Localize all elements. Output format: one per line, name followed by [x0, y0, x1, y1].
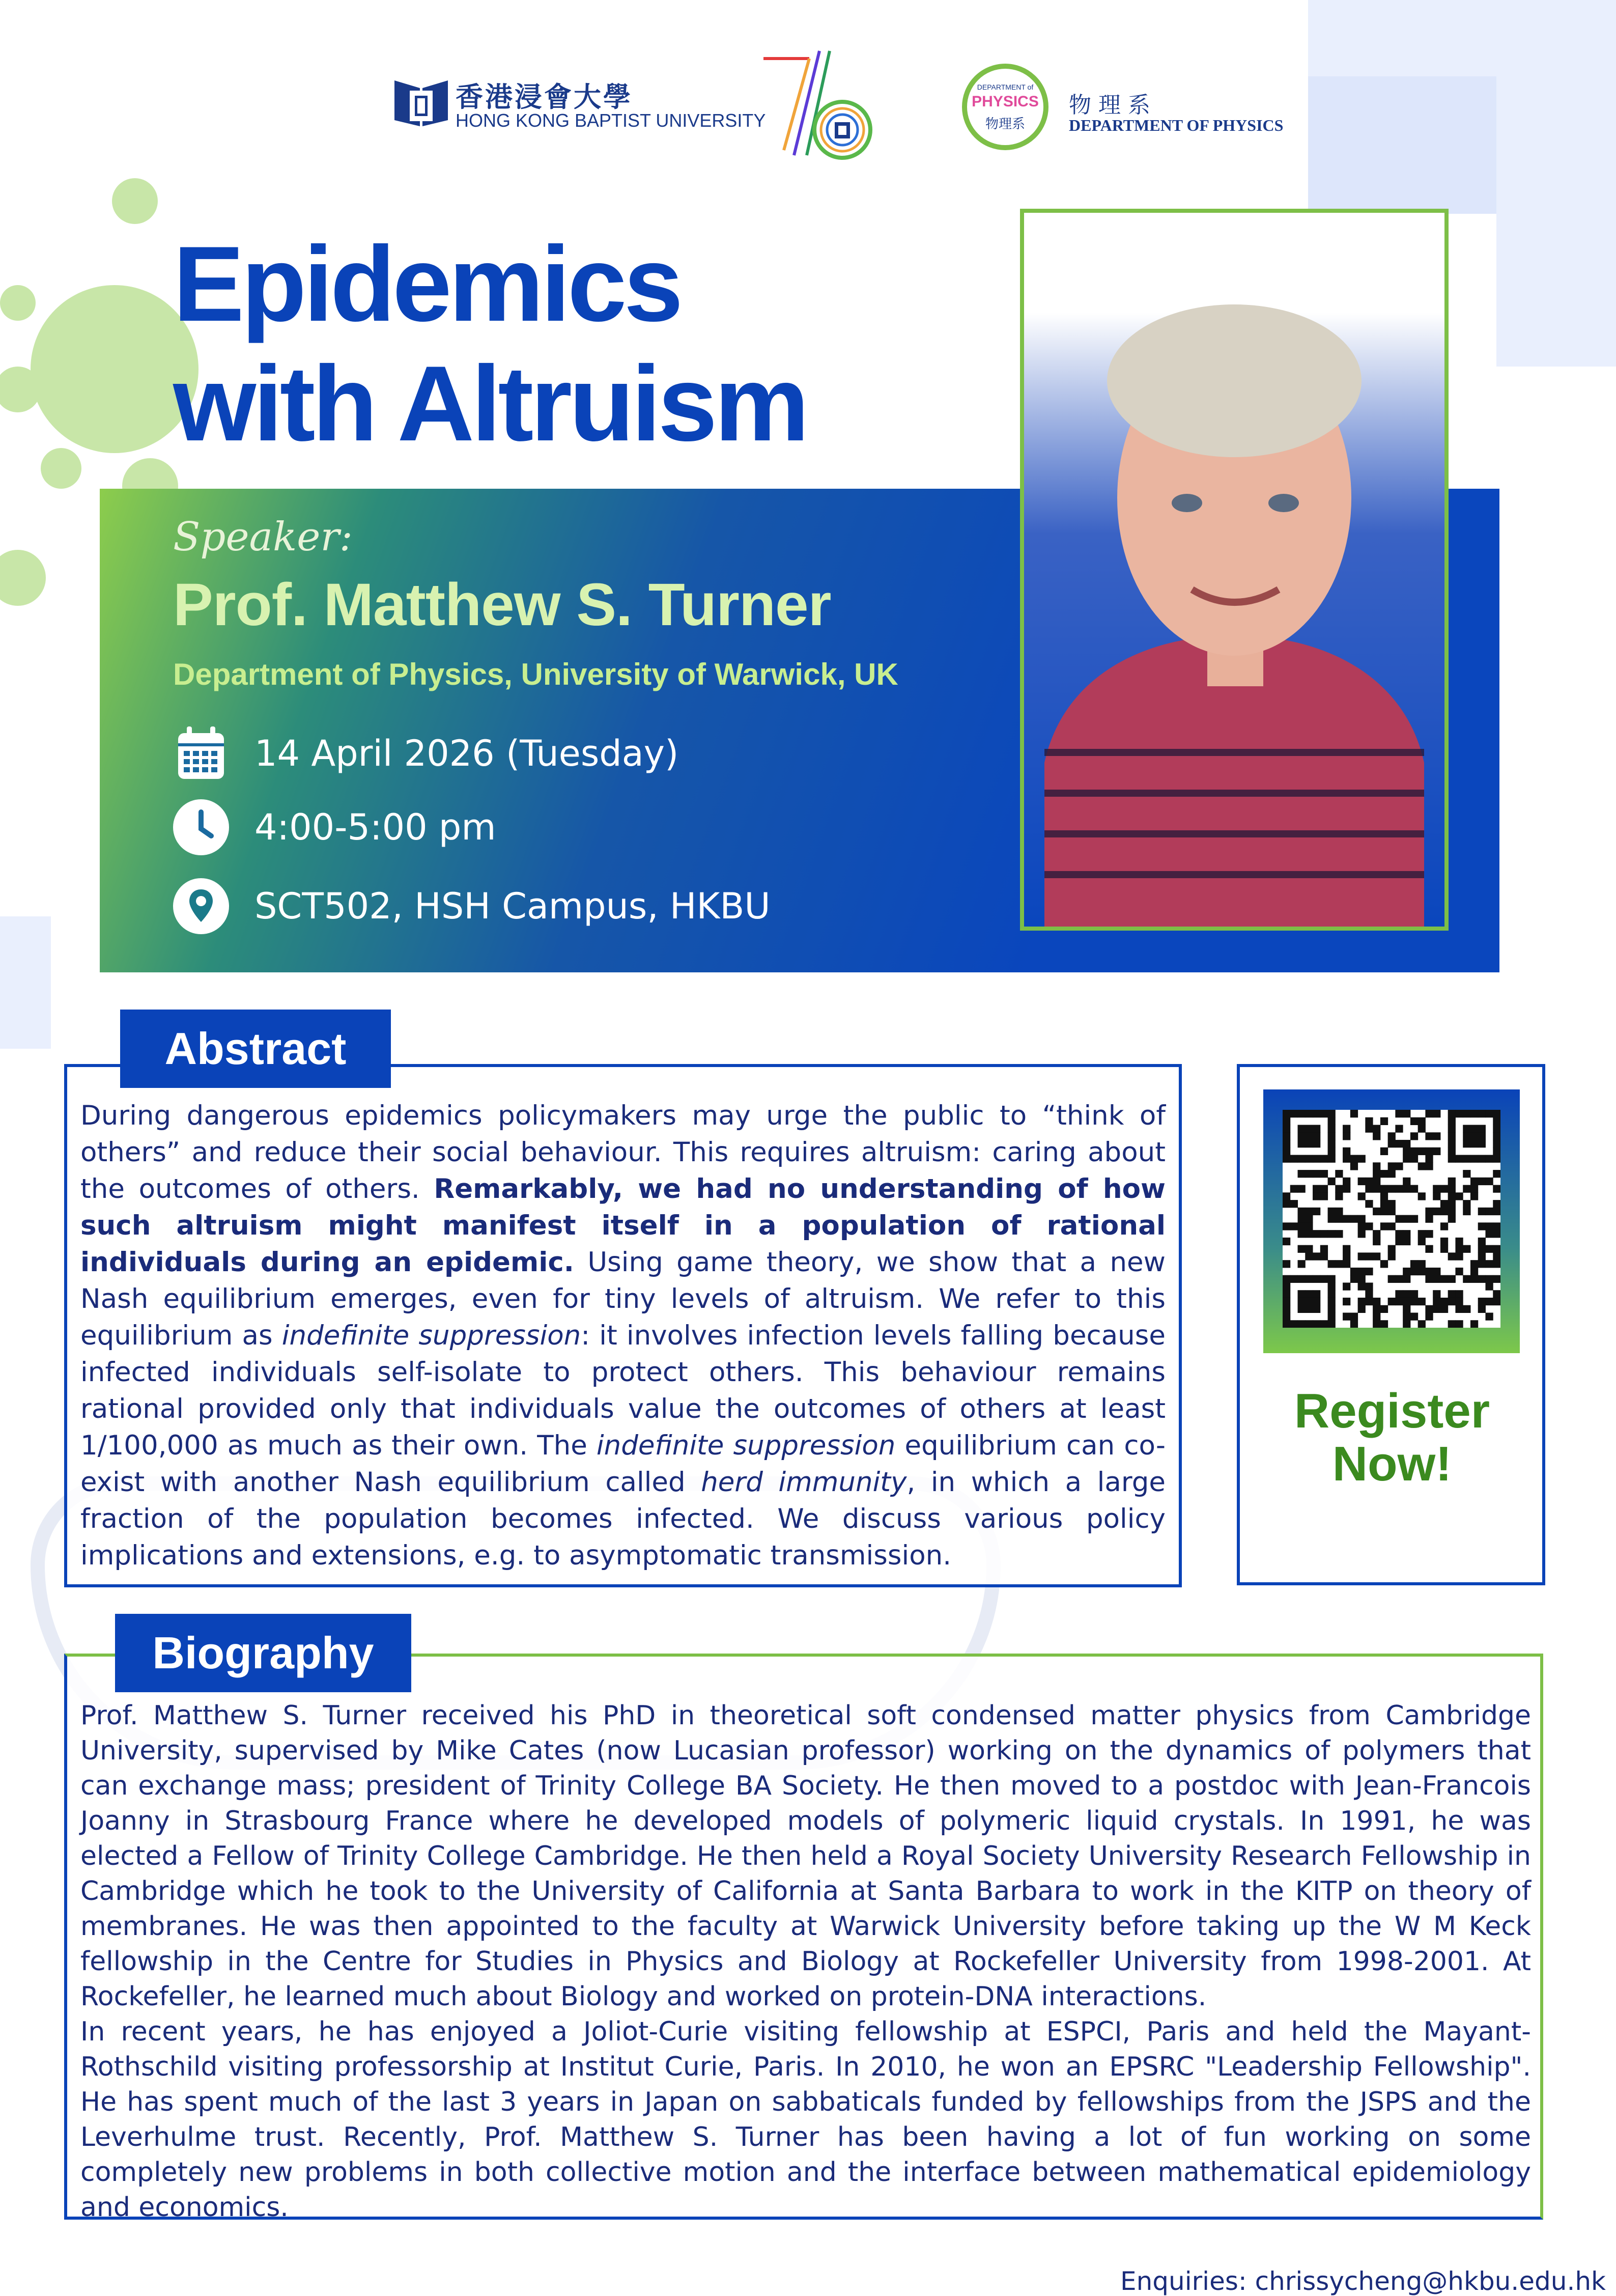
dept-english: DEPARTMENT OF PHYSICS: [1069, 116, 1284, 134]
biography-heading: Biography: [115, 1614, 411, 1692]
abstract-heading: Abstract: [120, 1010, 391, 1088]
anniversary-70-logo: [758, 48, 881, 165]
virus-decoration: [112, 178, 158, 224]
enquiries-contact[interactable]: Enquiries: chrissycheng@hkbu.edu.hk: [1120, 2266, 1606, 2296]
biography-text: [80, 1698, 1531, 2225]
bg-square: [1496, 214, 1616, 367]
event-time: 4:00-5:00 pm: [254, 806, 496, 848]
bg-square: [1308, 76, 1496, 214]
hkbu-logo-english: HONG KONG BAPTIST UNIVERSITY: [456, 110, 766, 131]
event-venue: SCT502, HSH Campus, HKBU: [254, 885, 771, 927]
bg-square: [0, 916, 51, 1049]
photo-frame: [1020, 209, 1449, 931]
hkbu-logo: [392, 75, 766, 136]
bg-square: [1496, 76, 1616, 214]
event-date: 14 April 2026 (Tuesday): [254, 733, 679, 774]
location-pin-icon: [173, 878, 229, 934]
abstract-text: During dangerous epidemics policymakers may urge the public to “think of others” and reduce their social behaviour. This requires altruism: caring about the outcomes of others. Remarkably, we had no understanding of how such altruism might manifest itself in a population of rational individuals during an epidemic. Using game theory, we show that a new Nash equilibrium emerges, even for tiny levels of altruism. We refer to this equilibrium as indefinite suppression: it involves infection levels falling because infected individuals self-isolate to protect others. This behaviour remains rational provided only that individuals value the outcomes of others at least 1/100,000 as much as their own. The indefinite suppression equilibrium can co-exist with another Nash equilibrium called herd immunity, in which a large fraction of the population becomes infected. We discuss various policy implications and extensions, e.g. to asymptomatic transmission.: [80, 1100, 1166, 1571]
speaker-name: Prof. Matthew S. Turner: [173, 571, 831, 638]
event-title: [173, 224, 806, 463]
venue-row: [173, 876, 771, 937]
register-qr-code[interactable]: [1283, 1110, 1500, 1328]
biography-paragraph-2: In recent years, he has enjoyed a Joliot-Curie visiting fellowship at ESPCI, Paris and held the Mayant-Rothschild visiting professorship at Institut Curie, Paris. In 2010, he won an EPSRC "Leadership Fellowship". He has spent much of the last 3 years in Japan on sabbaticals funded by fellowships from the JSPS and the Leverhulme trust. Recently, Prof. Matthew S. Turner has been having a lot of fun working on some completely new problems in both collective motion and the interface between mathematical epidemiology and economics.: [80, 2017, 1531, 2223]
register-now[interactable]: Register Now!: [1294, 1384, 1490, 1491]
virus-decoration: [41, 448, 81, 489]
virus-decoration: [0, 285, 36, 321]
speaker-label: Speaker:: [173, 514, 353, 560]
time-row: [173, 797, 496, 858]
biography-paragraph-1: Prof. Matthew S. Turner received his PhD in theoretical soft condensed matter physics from Cambridge University, supervised by Mike Cates (now Lucasian professor) working on the dynamics of polymers that can exchange mass; president of Trinity College BA Society. He then moved to a postdoc with Jean-Francois Joanny in Strasbourg France where he developed models of polymeric liquid crystals. In 1991, he was elected a Fellow of Trinity College Cambridge. He then held a Royal Society University Research Fellowship in Cambridge which he took to the University of California at Santa Barbara to work in the KITP on theory of membranes. He was then appointed to the faculty at Warwick University before taking up the W M Keck fellowship in the Centre for Studies in Physics and Biology at Rockefeller University from 1998-2001. At Rockefeller, he learned much about Biology and worked on protein-DNA interactions.: [80, 1700, 1531, 2012]
calendar-icon: [173, 725, 229, 781]
bg-square: [1496, 0, 1616, 76]
title-line-2: with Altruism: [173, 344, 807, 463]
hkbu-logo-chinese: 香港浸會大學: [456, 81, 633, 113]
virus-decoration: [0, 367, 41, 412]
physics-department-logo: [962, 64, 1298, 155]
bg-square: [1308, 0, 1496, 76]
title-line-1: Epidemics: [173, 224, 681, 344]
date-row: [173, 723, 678, 784]
dept-chinese: 物 理 系: [1069, 92, 1150, 118]
clock-icon: [173, 799, 229, 855]
physics-badge: DEPARTMENT of PHYSICS 物理系: [962, 64, 1048, 150]
speaker-affiliation: Department of Physics, University of Warwick, UK: [173, 657, 898, 691]
virus-decoration: [0, 550, 46, 606]
